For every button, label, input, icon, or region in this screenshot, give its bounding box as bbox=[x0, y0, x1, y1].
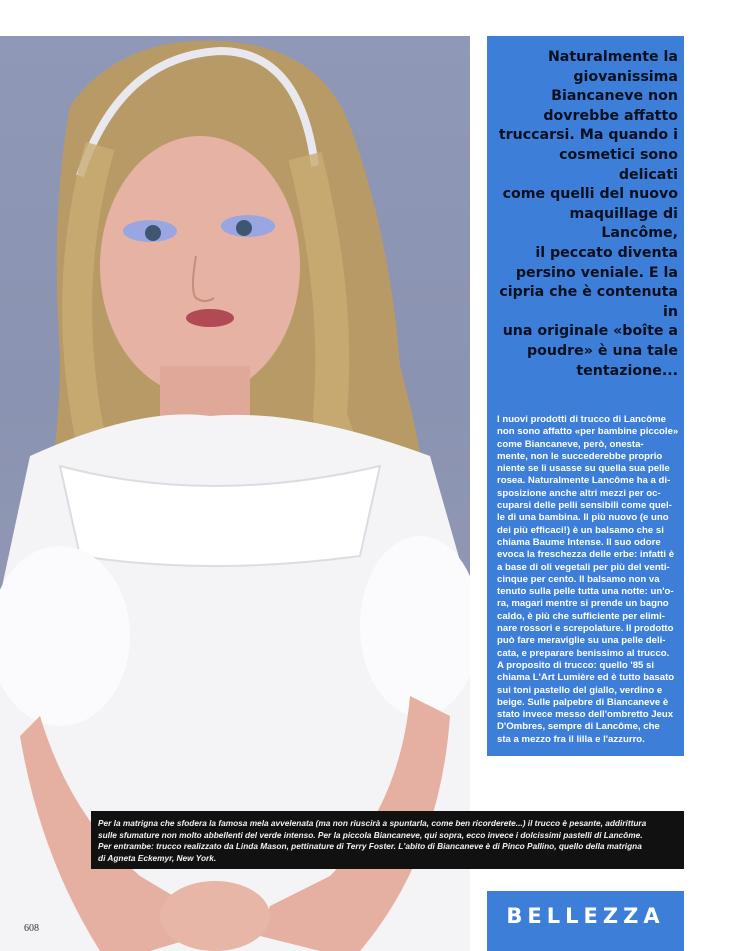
photo-caption: Per la matrigna che sfodera la famosa mela avvelenata (ma non riuscirà a spuntarla, come ben ricorderete...) il trucco è pesante, addirittura sulle sfumature non molto abbellenti del verde intenso. Per la piccola Biancaneve, qui sopra, ecco invece i dolcissimi pastelli di Lancôme. Per entrambe: trucco realizzato da Linda Mason, pettinature di Terry Foster. L'abito di Biancaneve è di Pinco Pallino, quello della matrigna di Agneta Eckemyr, New York. bbox=[98, 818, 647, 863]
article-body: I nuovi prodotti di trucco di Lancôme non sono affatto «per bambine piccole» come Biancaneve, però, onesta- mente, non le succederebbe proprio niente se li usasse su quella sua pelle rosea. Naturalmente Lancôme ha a di- sposizione anche altri mezzi per oc- cuparsi delle pelli sensibili come quel- le di una bambina. Il più nuovo (e uno dei più efficaci!) è un balsamo che si chiama Baume Intense. Il suo odore evoca la freschezza delle erbe: infatti è a base di oli vegetali per più del venti- cinque per cento. Il balsamo non va tenuto sulla pelle tutta una notte: un'o- ra, magari mentre si prende un bagno caldo, è più che sufficiente per elimi- nare rossori e screpolature. Il prodotto può fare meraviglie su una pelle deli- cata, e preparare benissimo al trucco. A proposito di trucco: quello '85 si chiama L'Art Lumière ed è tutto basato sui toni pastello del giallo, verdino e beige. Sulle palpebre di Biancaneve è stato invece messo dell'ombretto Jeux D'Ombres, sempre di Lancôme, che sta a mezzo fra il lilla e l'azzurro. bbox=[497, 414, 679, 745]
page-number: 608 bbox=[24, 923, 39, 934]
section-label: BELLEZZA bbox=[506, 904, 665, 928]
lede-text: Naturalmente la giovanissima Biancaneve non dovrebbe affatto truccarsi. Ma quando i cosmetici sono delicati come quelli del nuovo maquillage di Lancôme, il peccato diventa persino veniale. E la cipria che è contenuta in una originale «boîte a poudre» è una tale tentazione... bbox=[498, 49, 678, 379]
